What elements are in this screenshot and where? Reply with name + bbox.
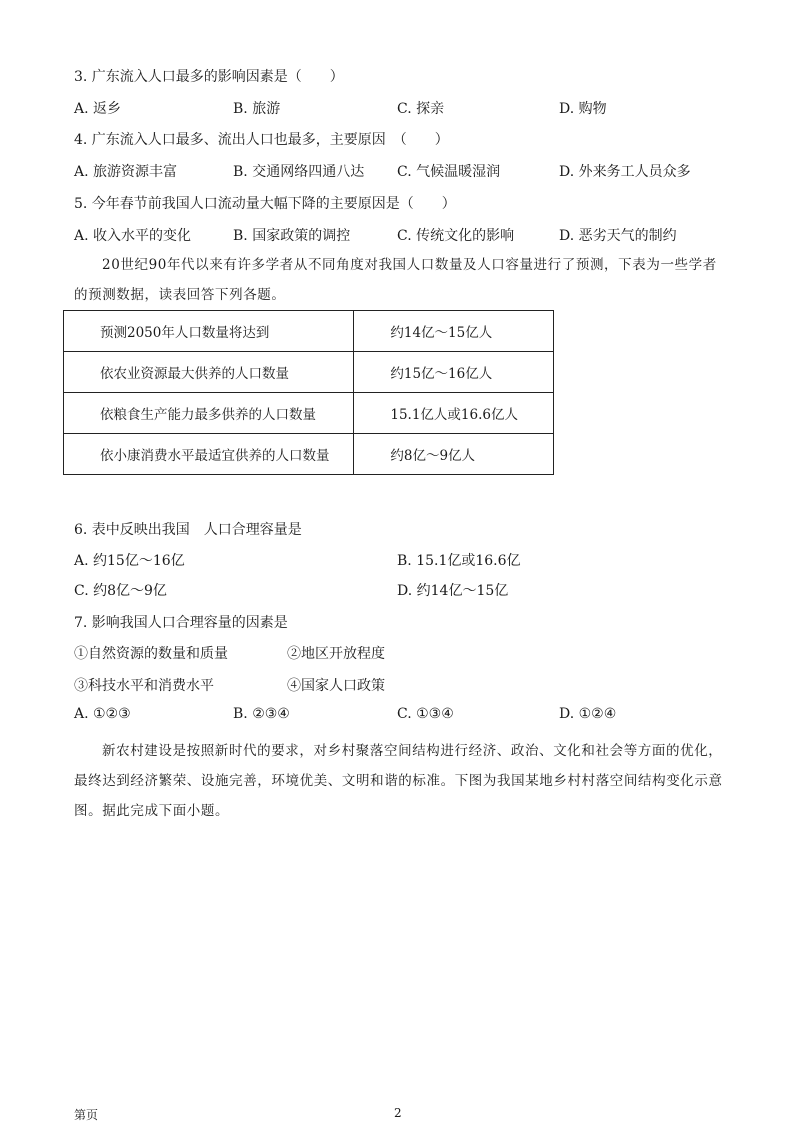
table-row bbox=[64, 311, 554, 352]
q6-option-b: B. 15.1亿或16.6亿 bbox=[397, 553, 521, 569]
table-row bbox=[64, 434, 554, 475]
village-intro-paragraph: 新农村建设是按照新时代的要求，对乡村聚落空间结构进行经济、政治、文化和社会等方面的优化，最终达到经济繁荣、设施完善，环境优美、文明和谐的标准。下图为我国某地乡村村落空间结构变化示意图。据此完成下面小题。 bbox=[74, 743, 723, 819]
q7-item-2: ②地区开放程度 bbox=[287, 646, 385, 662]
table-cell-label: 依小康消费水平最适宜供养的人口数量 bbox=[64, 434, 354, 475]
question-6-stem: 6. 表中反映出我国 人口合理容量是 bbox=[74, 522, 302, 538]
population-forecast-table bbox=[63, 310, 554, 475]
question-5-stem: 5. 今年春节前我国人口流动量大幅下降的主要原因是（ ） bbox=[74, 196, 456, 212]
q5-option-c: C. 传统文化的影响 bbox=[397, 228, 515, 244]
q3-option-a: A. 返乡 bbox=[74, 101, 122, 117]
footer-page-label: 第页 bbox=[74, 1108, 99, 1122]
q3-option-d: D. 购物 bbox=[559, 101, 607, 117]
table-cell-label: 依粮食生产能力最多供养的人口数量 bbox=[64, 393, 354, 434]
q4-option-b: B. 交通网络四通八达 bbox=[233, 164, 365, 180]
table-row bbox=[64, 393, 554, 434]
q3-option-b: B. 旅游 bbox=[233, 101, 281, 117]
table-intro-paragraph: 20世纪90年代以来有许多学者从不同角度对我国人口数量及人口容量进行了预测，下表为一些学者的预测数据，读表回答下列各题。 bbox=[74, 257, 717, 303]
q5-option-d: D. 恶劣天气的制约 bbox=[559, 228, 677, 244]
q6-option-d: D. 约14亿～15亿 bbox=[397, 583, 509, 599]
table-cell-label: 依农业资源最大供养的人口数量 bbox=[64, 352, 354, 393]
q7-option-c: C. ①③④ bbox=[397, 706, 454, 722]
question-7-stem: 7. 影响我国人口合理容量的因素是 bbox=[74, 615, 288, 631]
table-row bbox=[64, 352, 554, 393]
q4-option-c: C. 气候温暖湿润 bbox=[397, 164, 501, 180]
footer-page-number: 2 bbox=[394, 1106, 402, 1120]
table-cell-value: 约15亿～16亿人 bbox=[354, 352, 554, 393]
question-3-stem: 3. 广东流入人口最多的影响因素是（ ） bbox=[74, 69, 344, 85]
table-cell-value: 约8亿～9亿人 bbox=[354, 434, 554, 475]
q6-option-c: C. 约8亿～9亿 bbox=[74, 583, 167, 599]
q7-option-b: B. ②③④ bbox=[233, 706, 290, 722]
q4-option-d: D. 外来务工人员众多 bbox=[559, 164, 691, 180]
q6-option-a: A. 约15亿～16亿 bbox=[74, 553, 185, 569]
q7-item-1: ①自然资源的数量和质量 bbox=[74, 646, 228, 662]
q7-item-3: ③科技水平和消费水平 bbox=[74, 678, 214, 694]
table-cell-label: 预测2050年人口数量将达到 bbox=[64, 311, 354, 352]
table-cell-value: 约14亿～15亿人 bbox=[354, 311, 554, 352]
q7-option-d: D. ①②④ bbox=[559, 706, 617, 722]
q3-option-c: C. 探亲 bbox=[397, 101, 445, 117]
q4-option-a: A. 旅游资源丰富 bbox=[74, 164, 178, 180]
q7-option-a: A. ①②③ bbox=[74, 706, 131, 722]
q5-option-b: B. 国家政策的调控 bbox=[233, 228, 351, 244]
question-4-stem: 4. 广东流入人口最多、流出人口也最多，主要原因 （ ） bbox=[74, 132, 449, 148]
table-cell-value: 15.1亿人或16.6亿人 bbox=[354, 393, 554, 434]
q7-item-4: ④国家人口政策 bbox=[287, 678, 385, 694]
q5-option-a: A. 收入水平的变化 bbox=[74, 228, 192, 244]
